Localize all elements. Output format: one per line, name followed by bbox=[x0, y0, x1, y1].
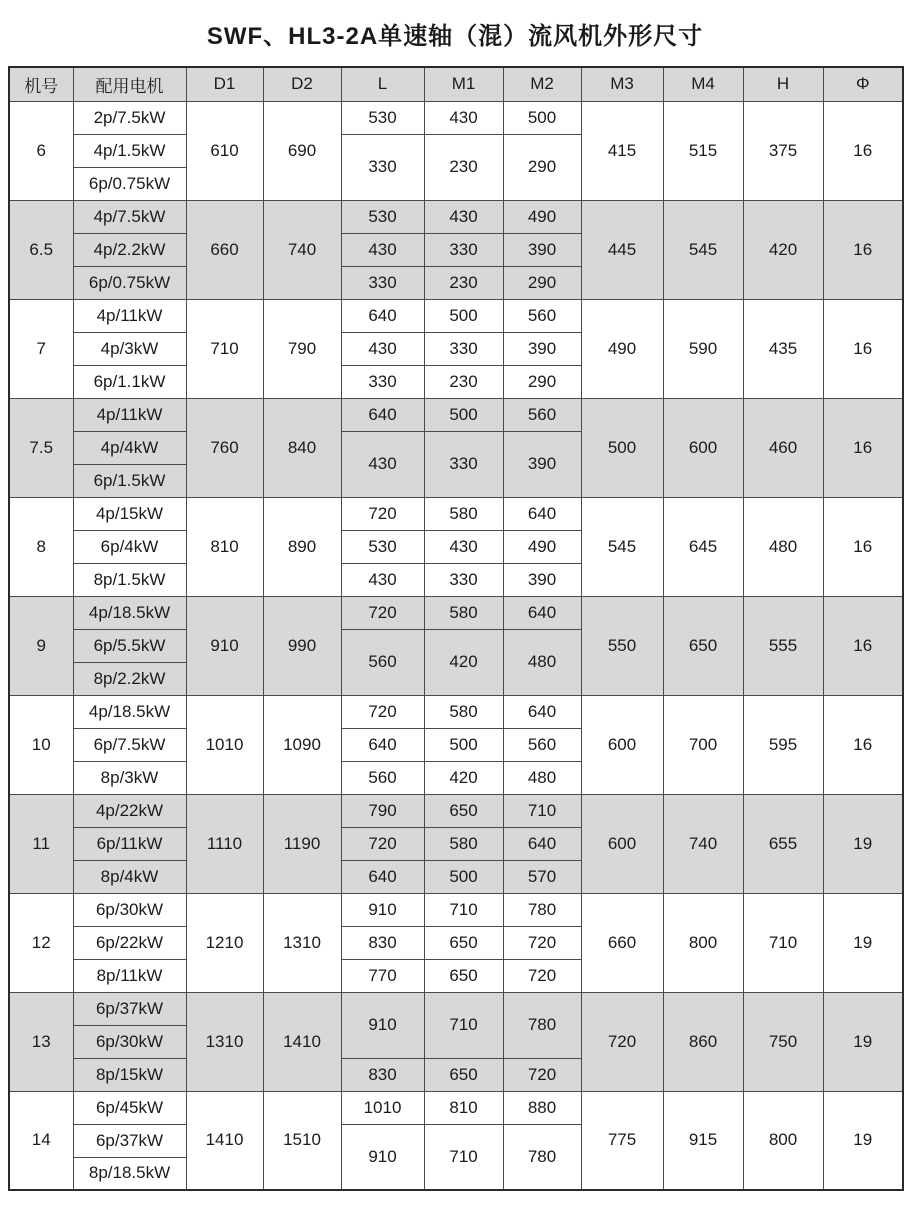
m3-cell: 600 bbox=[581, 794, 663, 893]
table-row bbox=[9, 200, 903, 233]
m3-cell: 660 bbox=[581, 893, 663, 992]
motor-cell: 8p/18.5kW bbox=[73, 1157, 186, 1190]
m2-cell: 560 bbox=[503, 398, 581, 431]
m2-cell: 720 bbox=[503, 959, 581, 992]
m2-cell: 290 bbox=[503, 365, 581, 398]
d1-cell: 1410 bbox=[186, 1091, 263, 1190]
m1-cell: 810 bbox=[424, 1091, 503, 1124]
motor-cell: 4p/4kW bbox=[73, 431, 186, 464]
m3-cell: 720 bbox=[581, 992, 663, 1091]
m3-cell: 550 bbox=[581, 596, 663, 695]
m2-cell: 640 bbox=[503, 596, 581, 629]
l-cell: 430 bbox=[341, 233, 424, 266]
d2-cell: 1510 bbox=[263, 1091, 341, 1190]
d1-cell: 910 bbox=[186, 596, 263, 695]
phi-cell: 16 bbox=[823, 695, 903, 794]
l-cell: 330 bbox=[341, 365, 424, 398]
model-cell: 10 bbox=[9, 695, 73, 794]
d2-cell: 1410 bbox=[263, 992, 341, 1091]
m3-cell: 775 bbox=[581, 1091, 663, 1190]
fan-dimensions-table bbox=[8, 66, 904, 1191]
m3-cell: 600 bbox=[581, 695, 663, 794]
m3-cell: 490 bbox=[581, 299, 663, 398]
m2-cell: 390 bbox=[503, 332, 581, 365]
h-cell: 375 bbox=[743, 101, 823, 200]
m1-cell: 230 bbox=[424, 266, 503, 299]
m1-cell: 500 bbox=[424, 299, 503, 332]
m4-cell: 700 bbox=[663, 695, 743, 794]
m2-cell: 480 bbox=[503, 761, 581, 794]
l-cell: 770 bbox=[341, 959, 424, 992]
motor-cell: 6p/1.5kW bbox=[73, 464, 186, 497]
d2-cell: 690 bbox=[263, 101, 341, 200]
m1-cell: 710 bbox=[424, 1124, 503, 1190]
m1-cell: 430 bbox=[424, 200, 503, 233]
m4-cell: 545 bbox=[663, 200, 743, 299]
d2-cell: 1190 bbox=[263, 794, 341, 893]
m1-cell: 230 bbox=[424, 134, 503, 200]
phi-cell: 16 bbox=[823, 200, 903, 299]
column-header-5: M1 bbox=[424, 67, 503, 101]
m1-cell: 430 bbox=[424, 101, 503, 134]
m1-cell: 420 bbox=[424, 629, 503, 695]
motor-cell: 4p/18.5kW bbox=[73, 695, 186, 728]
m2-cell: 390 bbox=[503, 233, 581, 266]
model-cell: 13 bbox=[9, 992, 73, 1091]
motor-cell: 4p/18.5kW bbox=[73, 596, 186, 629]
m1-cell: 420 bbox=[424, 761, 503, 794]
m1-cell: 580 bbox=[424, 695, 503, 728]
column-header-3: D2 bbox=[263, 67, 341, 101]
phi-cell: 16 bbox=[823, 497, 903, 596]
l-cell: 640 bbox=[341, 299, 424, 332]
h-cell: 750 bbox=[743, 992, 823, 1091]
table-row bbox=[9, 695, 903, 728]
m1-cell: 580 bbox=[424, 827, 503, 860]
model-cell: 6.5 bbox=[9, 200, 73, 299]
l-cell: 560 bbox=[341, 761, 424, 794]
model-cell: 12 bbox=[9, 893, 73, 992]
d2-cell: 840 bbox=[263, 398, 341, 497]
m2-cell: 720 bbox=[503, 926, 581, 959]
table-row bbox=[9, 1091, 903, 1124]
d2-cell: 790 bbox=[263, 299, 341, 398]
table-row bbox=[9, 992, 903, 1025]
m1-cell: 330 bbox=[424, 431, 503, 497]
column-header-7: M3 bbox=[581, 67, 663, 101]
table-row bbox=[9, 398, 903, 431]
m2-cell: 640 bbox=[503, 827, 581, 860]
phi-cell: 16 bbox=[823, 398, 903, 497]
l-cell: 1010 bbox=[341, 1091, 424, 1124]
m1-cell: 430 bbox=[424, 530, 503, 563]
m2-cell: 560 bbox=[503, 299, 581, 332]
m2-cell: 720 bbox=[503, 1058, 581, 1091]
d1-cell: 810 bbox=[186, 497, 263, 596]
l-cell: 530 bbox=[341, 200, 424, 233]
m2-cell: 390 bbox=[503, 431, 581, 497]
l-cell: 330 bbox=[341, 266, 424, 299]
phi-cell: 16 bbox=[823, 596, 903, 695]
h-cell: 460 bbox=[743, 398, 823, 497]
table-row bbox=[9, 893, 903, 926]
phi-cell: 19 bbox=[823, 893, 903, 992]
m1-cell: 330 bbox=[424, 563, 503, 596]
h-cell: 480 bbox=[743, 497, 823, 596]
l-cell: 430 bbox=[341, 431, 424, 497]
d1-cell: 760 bbox=[186, 398, 263, 497]
phi-cell: 16 bbox=[823, 299, 903, 398]
d2-cell: 990 bbox=[263, 596, 341, 695]
m1-cell: 330 bbox=[424, 233, 503, 266]
column-header-4: L bbox=[341, 67, 424, 101]
m4-cell: 860 bbox=[663, 992, 743, 1091]
m1-cell: 330 bbox=[424, 332, 503, 365]
m2-cell: 390 bbox=[503, 563, 581, 596]
motor-cell: 8p/15kW bbox=[73, 1058, 186, 1091]
m4-cell: 800 bbox=[663, 893, 743, 992]
d2-cell: 740 bbox=[263, 200, 341, 299]
m2-cell: 640 bbox=[503, 695, 581, 728]
m1-cell: 710 bbox=[424, 893, 503, 926]
d1-cell: 1210 bbox=[186, 893, 263, 992]
model-cell: 7 bbox=[9, 299, 73, 398]
d2-cell: 1090 bbox=[263, 695, 341, 794]
m4-cell: 650 bbox=[663, 596, 743, 695]
m2-cell: 490 bbox=[503, 200, 581, 233]
motor-cell: 4p/11kW bbox=[73, 299, 186, 332]
m2-cell: 500 bbox=[503, 101, 581, 134]
model-cell: 6 bbox=[9, 101, 73, 200]
h-cell: 435 bbox=[743, 299, 823, 398]
m3-cell: 415 bbox=[581, 101, 663, 200]
m4-cell: 600 bbox=[663, 398, 743, 497]
m1-cell: 230 bbox=[424, 365, 503, 398]
motor-cell: 6p/4kW bbox=[73, 530, 186, 563]
l-cell: 640 bbox=[341, 728, 424, 761]
l-cell: 910 bbox=[341, 1124, 424, 1190]
m2-cell: 560 bbox=[503, 728, 581, 761]
model-cell: 9 bbox=[9, 596, 73, 695]
m2-cell: 640 bbox=[503, 497, 581, 530]
motor-cell: 6p/7.5kW bbox=[73, 728, 186, 761]
m2-cell: 490 bbox=[503, 530, 581, 563]
motor-cell: 6p/0.75kW bbox=[73, 266, 186, 299]
m1-cell: 500 bbox=[424, 398, 503, 431]
motor-cell: 4p/7.5kW bbox=[73, 200, 186, 233]
l-cell: 430 bbox=[341, 332, 424, 365]
m1-cell: 710 bbox=[424, 992, 503, 1058]
h-cell: 655 bbox=[743, 794, 823, 893]
l-cell: 720 bbox=[341, 596, 424, 629]
m4-cell: 515 bbox=[663, 101, 743, 200]
l-cell: 330 bbox=[341, 134, 424, 200]
h-cell: 595 bbox=[743, 695, 823, 794]
motor-cell: 8p/11kW bbox=[73, 959, 186, 992]
m2-cell: 480 bbox=[503, 629, 581, 695]
motor-cell: 6p/30kW bbox=[73, 1025, 186, 1058]
m3-cell: 545 bbox=[581, 497, 663, 596]
motor-cell: 4p/2.2kW bbox=[73, 233, 186, 266]
column-header-6: M2 bbox=[503, 67, 581, 101]
model-cell: 14 bbox=[9, 1091, 73, 1190]
d1-cell: 660 bbox=[186, 200, 263, 299]
table-header-row bbox=[9, 67, 903, 101]
motor-cell: 8p/3kW bbox=[73, 761, 186, 794]
motor-cell: 6p/0.75kW bbox=[73, 167, 186, 200]
l-cell: 830 bbox=[341, 926, 424, 959]
l-cell: 720 bbox=[341, 497, 424, 530]
h-cell: 800 bbox=[743, 1091, 823, 1190]
motor-cell: 4p/11kW bbox=[73, 398, 186, 431]
table-row bbox=[9, 299, 903, 332]
m1-cell: 650 bbox=[424, 959, 503, 992]
m4-cell: 740 bbox=[663, 794, 743, 893]
motor-cell: 4p/15kW bbox=[73, 497, 186, 530]
m1-cell: 580 bbox=[424, 497, 503, 530]
column-header-10: Φ bbox=[823, 67, 903, 101]
h-cell: 710 bbox=[743, 893, 823, 992]
m1-cell: 500 bbox=[424, 860, 503, 893]
motor-cell: 4p/1.5kW bbox=[73, 134, 186, 167]
table-row bbox=[9, 794, 903, 827]
m2-cell: 780 bbox=[503, 893, 581, 926]
m2-cell: 780 bbox=[503, 992, 581, 1058]
l-cell: 530 bbox=[341, 101, 424, 134]
motor-cell: 6p/37kW bbox=[73, 992, 186, 1025]
d2-cell: 890 bbox=[263, 497, 341, 596]
column-header-8: M4 bbox=[663, 67, 743, 101]
m1-cell: 500 bbox=[424, 728, 503, 761]
m3-cell: 500 bbox=[581, 398, 663, 497]
phi-cell: 16 bbox=[823, 101, 903, 200]
l-cell: 640 bbox=[341, 398, 424, 431]
d2-cell: 1310 bbox=[263, 893, 341, 992]
m1-cell: 650 bbox=[424, 1058, 503, 1091]
motor-cell: 6p/45kW bbox=[73, 1091, 186, 1124]
d1-cell: 610 bbox=[186, 101, 263, 200]
motor-cell: 8p/2.2kW bbox=[73, 662, 186, 695]
motor-cell: 6p/11kW bbox=[73, 827, 186, 860]
table-body bbox=[9, 101, 903, 1190]
m4-cell: 915 bbox=[663, 1091, 743, 1190]
phi-cell: 19 bbox=[823, 794, 903, 893]
column-header-9: H bbox=[743, 67, 823, 101]
m1-cell: 650 bbox=[424, 926, 503, 959]
page-title: SWF、HL3-2A单速轴（混）流风机外形尺寸 bbox=[206, 23, 704, 50]
m2-cell: 570 bbox=[503, 860, 581, 893]
l-cell: 530 bbox=[341, 530, 424, 563]
column-header-0: 机号 bbox=[9, 67, 73, 101]
motor-cell: 6p/37kW bbox=[73, 1124, 186, 1157]
motor-cell: 8p/4kW bbox=[73, 860, 186, 893]
h-cell: 555 bbox=[743, 596, 823, 695]
m3-cell: 445 bbox=[581, 200, 663, 299]
m2-cell: 290 bbox=[503, 266, 581, 299]
phi-cell: 19 bbox=[823, 992, 903, 1091]
motor-cell: 4p/3kW bbox=[73, 332, 186, 365]
model-cell: 8 bbox=[9, 497, 73, 596]
motor-cell: 4p/22kW bbox=[73, 794, 186, 827]
l-cell: 720 bbox=[341, 827, 424, 860]
m1-cell: 580 bbox=[424, 596, 503, 629]
l-cell: 640 bbox=[341, 860, 424, 893]
d1-cell: 1010 bbox=[186, 695, 263, 794]
l-cell: 790 bbox=[341, 794, 424, 827]
d1-cell: 1310 bbox=[186, 992, 263, 1091]
motor-cell: 6p/22kW bbox=[73, 926, 186, 959]
column-header-1: 配用电机 bbox=[73, 67, 186, 101]
l-cell: 560 bbox=[341, 629, 424, 695]
l-cell: 910 bbox=[341, 893, 424, 926]
l-cell: 830 bbox=[341, 1058, 424, 1091]
table-row bbox=[9, 497, 903, 530]
motor-cell: 8p/1.5kW bbox=[73, 563, 186, 596]
d1-cell: 1110 bbox=[186, 794, 263, 893]
model-cell: 11 bbox=[9, 794, 73, 893]
motor-cell: 6p/5.5kW bbox=[73, 629, 186, 662]
column-header-2: D1 bbox=[186, 67, 263, 101]
table-row bbox=[9, 101, 903, 134]
motor-cell: 6p/1.1kW bbox=[73, 365, 186, 398]
m4-cell: 590 bbox=[663, 299, 743, 398]
m1-cell: 650 bbox=[424, 794, 503, 827]
l-cell: 720 bbox=[341, 695, 424, 728]
h-cell: 420 bbox=[743, 200, 823, 299]
m2-cell: 780 bbox=[503, 1124, 581, 1190]
m2-cell: 290 bbox=[503, 134, 581, 200]
d1-cell: 710 bbox=[186, 299, 263, 398]
motor-cell: 6p/30kW bbox=[73, 893, 186, 926]
motor-cell: 2p/7.5kW bbox=[73, 101, 186, 134]
m2-cell: 880 bbox=[503, 1091, 581, 1124]
model-cell: 7.5 bbox=[9, 398, 73, 497]
l-cell: 430 bbox=[341, 563, 424, 596]
table-row bbox=[9, 596, 903, 629]
m4-cell: 645 bbox=[663, 497, 743, 596]
m2-cell: 710 bbox=[503, 794, 581, 827]
phi-cell: 19 bbox=[823, 1091, 903, 1190]
l-cell: 910 bbox=[341, 992, 424, 1058]
